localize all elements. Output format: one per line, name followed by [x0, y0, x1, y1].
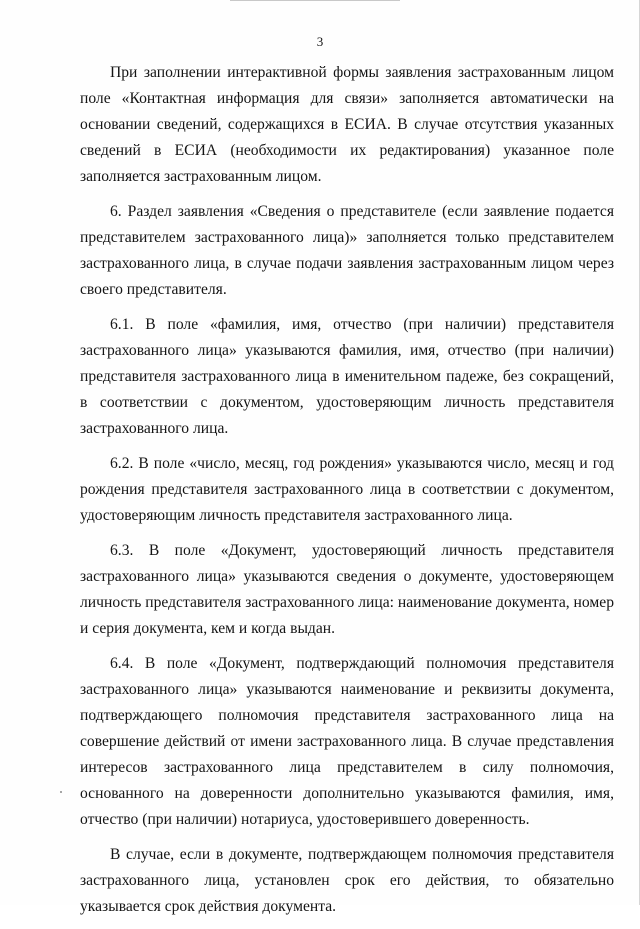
page-number: 3: [316, 34, 324, 49]
scan-speck: [60, 791, 62, 793]
paragraph-6-4: 6.4. В поле «Документ, подтверждающий полномочия представителя застрахованного лица» указываются наименование и реквизиты документа, подтверждающего полномочия представителя застрахованного лица на совершение действий от имени застрахованного лица. В случае представления интересов застрахованного лица представителем в силу полномочия, основанного на доверенности дополнительно указываются фамилия, имя, отчество (при наличии) нотариуса, удостоверившего доверенность.: [80, 655, 614, 828]
document-body: [80, 60, 614, 929]
paragraph-validity-period: В случае, если в документе, подтверждающем полномочия представителя застрахованного лица, установлен срок его действия, то обязательно указывается срок действия документа.: [80, 846, 614, 915]
paragraph-6-2: 6.2. В поле «число, месяц, год рождения» указываются число, месяц и год рождения представителя застрахованного лица в соответствии с документом, удостоверяющим личность представителя застрахованного лица.: [80, 455, 614, 524]
paragraph-6-1: 6.1. В поле «фамилия, имя, отчество (при наличии) представителя застрахованного лица» указываются фамилия, имя, отчество (при наличии) представителя застрахованного лица в именительном падеже, без сокращений, в соответствии с документом, удостоверяющим личность представителя застрахованного лица.: [80, 316, 614, 437]
scan-edge-top: [230, 0, 400, 1]
paragraph-6-3: 6.3. В поле «Документ, удостоверяющий личность представителя застрахованного лица» указываются сведения о документе, удостоверяющем личность представителя застрахованного лица: наименование документа, номер и серия документа, кем и когда выдан.: [80, 542, 614, 637]
paragraph-contact-info: При заполнении интерактивной формы заявления застрахованным лицом поле «Контактная информация для связи» заполняется автоматически на основании сведений, содержащихся в ЕСИА. В случае отсутствия указанных сведений в ЕСИА (необходимости их редактирования) указанное поле заполняется застрахованным лицом.: [80, 64, 614, 185]
paragraph-6: 6. Раздел заявления «Сведения о представителе (если заявление подается представителем застрахованного лица)» заполняется только представителем застрахованного лица, в случае подачи заявления застрахованным лицом через своего представителя.: [80, 203, 614, 298]
